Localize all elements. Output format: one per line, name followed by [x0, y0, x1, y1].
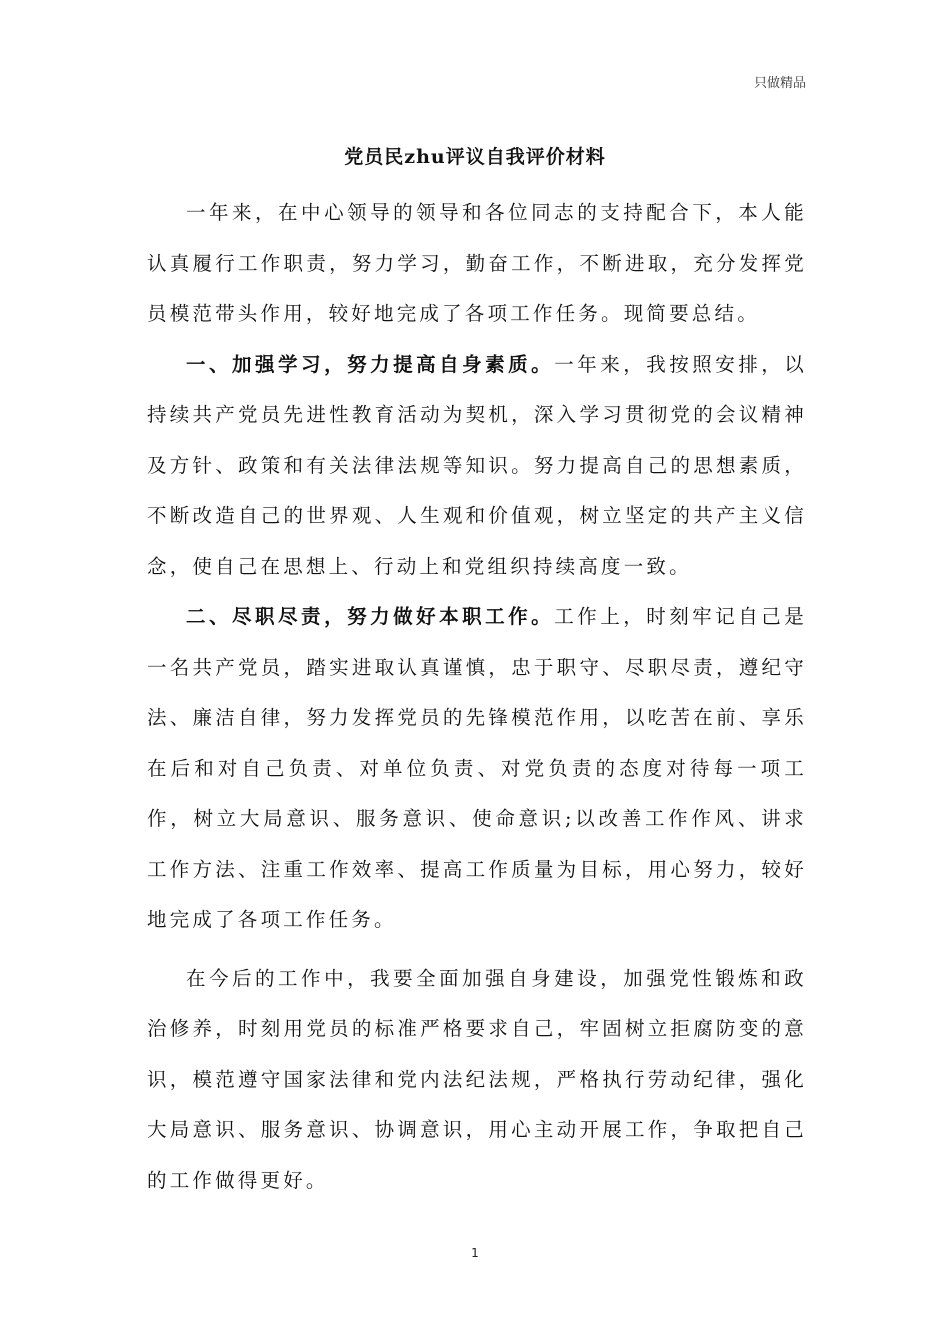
- paragraph-text: 工作上，时刻牢记自己是一名共产党员，踏实进取认真谨慎，忠于职守、尽职尽责，遵纪守法、廉洁自律，努力发挥党员的先锋模范作用，以吃苦在前、享乐在后和对自己负责、对单位负责、对党负责的态度对待每一项工作，树立大局意识、服务意识、使命意识;以改善工作作风、讲求工作方法、注重工作效率、提高工作质量为目标，用心努力，较好地完成了各项工作任务。: [147, 605, 808, 931]
- document-title: 党员民zhu评议自我评价材料: [344, 146, 606, 168]
- paragraph-text: 一年来，我按照安排，以持续共产党员先进性教育活动为契机，深入学习贯彻党的会议精神及方针、政策和有关法律法规等知识。努力提高自己的思想素质，不断改造自己的世界观、人生观和价值观，树立坚定的共产主义信念，使自己在思想上、行动上和党组织持续高度一致。: [147, 352, 808, 578]
- paragraph-closing: [147, 954, 807, 1207]
- section-heading: 二、尽职尽责，努力做好本职工作。: [186, 605, 555, 628]
- paragraph-text: 一年来，在中心领导的领导和各位同志的支持配合下，本人能认真履行工作职责，努力学习，勤奋工作，不断进取，充分发挥党员模范带头作用，较好地完成了各项工作任务。现简要总结。: [147, 201, 807, 325]
- section-heading: 一、加强学习，努力提高自身素质。: [186, 352, 555, 376]
- paragraph-text: 在今后的工作中，我要全面加强自身建设，加强党性锻炼和政治修养，时刻用党员的标准严格要求自己，牢固树立拒腐防变的意识，模范遵守国家法律和党内法纪法规，严格执行劳动纪律，强化大局意识、服务意识、协调意识，用心主动开展工作，争取把自己的工作做得更好。: [147, 966, 807, 1192]
- document-body: [147, 188, 807, 1206]
- paragraph-section-1: [147, 340, 807, 593]
- header-mark: 只做精品: [753, 76, 806, 91]
- paragraph-intro: [147, 188, 807, 340]
- paragraph-section-2: [147, 592, 807, 946]
- page-number: 1: [471, 1246, 479, 1260]
